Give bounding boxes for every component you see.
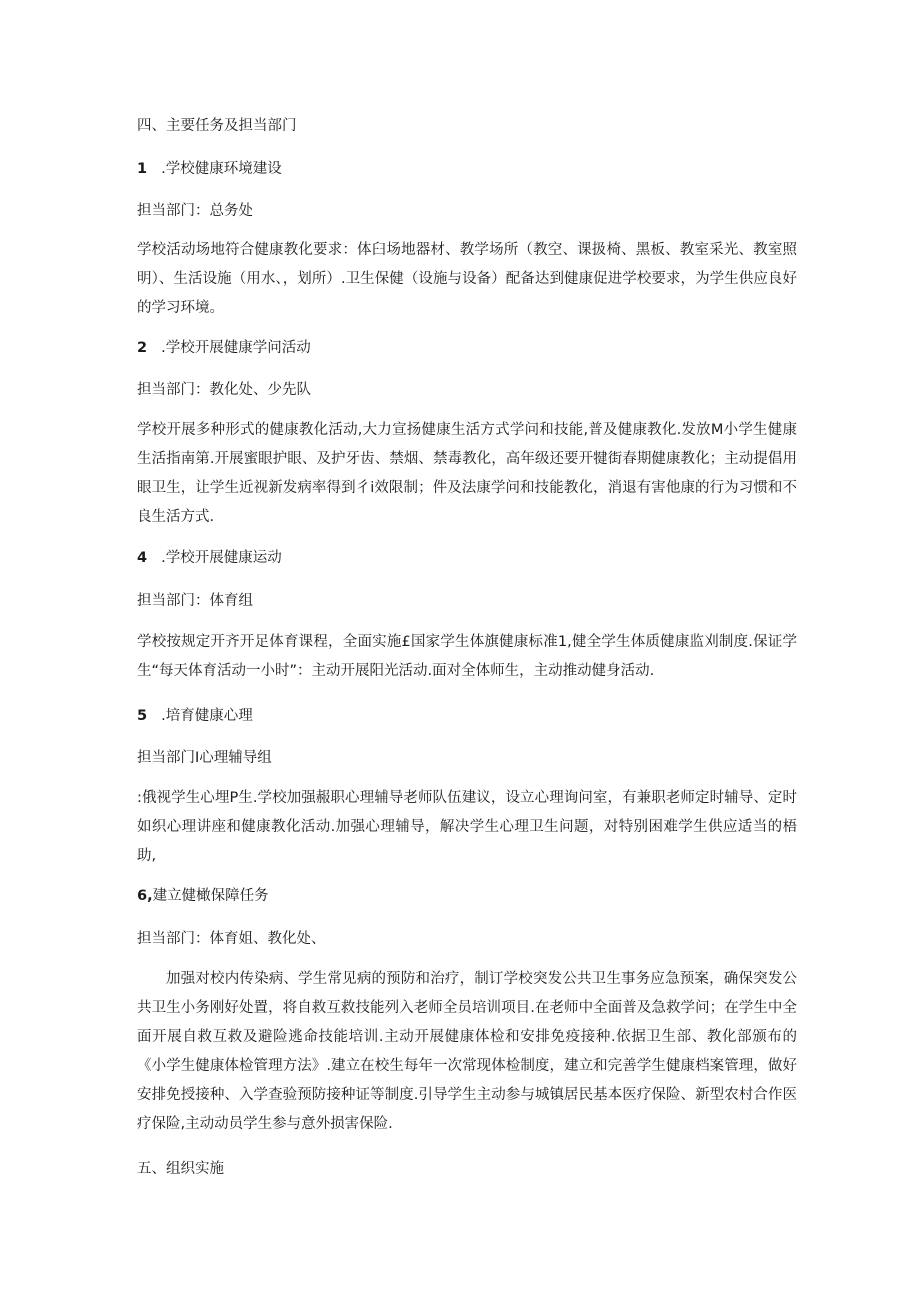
item-title: .学校开展健康学问活动 [161, 340, 311, 356]
item-number: 2 [137, 340, 148, 356]
item-heading-2 [137, 338, 311, 358]
section-heading-5: 五、组织实施 [137, 1161, 224, 1177]
item-heading-6 [137, 886, 269, 906]
item-body-4: 学校按规定开齐开足体育课程，全面实施£国家学生体旗健康标准1,健全学生体质健康监刈制度.保证学生“每天体育活动一小时”：主动开展阳光活动.面对全体师生，主动推动健身活动. [137, 634, 797, 679]
item-title: 建立健橄保障任务 [152, 888, 269, 904]
item-number: 5 [137, 708, 148, 724]
item-body-6: 加强对校内传染病、学生常见病的预防和治疗，制订学校突发公共卫生事务应急预案，确保突发公共卫生小务刚好处置，将自救互救技能列入老师全员培训项目.在老师中全面普及急救学问；在学生中全面开展自救互救及避险逃命技能培训.主动开展健康体检和安排免疫接种.依据卫生部、教化部颁布的《小学生健康体检管理方法》.建立在校生每年一次常现体检制度，建立和完善学生健康档案管理，做好安排免授接种、入学查验预防接种证等制度.引导学生主动参与城镇居民基本医疗保险、新型农村合作医疗保险,主动动员学生参与意外损害保险. [137, 971, 797, 1132]
item-number: 1 [137, 161, 148, 177]
item-title: .培育健康心理 [161, 708, 253, 724]
item-heading-5 [137, 706, 253, 726]
item-dept-6: 担当部门：体育姐、教化处、 [137, 931, 326, 947]
item-body-2: 学校开展多种形式的健康教化活动,大力宣扬健康生活方式学问和技能,普及健康教化.发放M小学生健康生活指南第.开展蜜眼护眼、及护牙齿、禁烟、禁毒教化，高年级还要开犍街春期健康教化；主动提倡用眼卫生，让学生近视新发病率得到彳i效限制；件及法康学问和技能教化，消退有害他康的行为习惯和不良生活方式. [137, 422, 797, 525]
item-body-5: :俄视学生心埋P生.学校加强赧职心理辅导老师队伍建议，设立心理询问室，有兼职老师定时辅导、定时如织心理讲座和健康教化活动.加强心理辅导，解决学生心理卫生问题，对特别困难学生供应适当的梧助, [137, 790, 797, 864]
item-dept-4: 担当部门：体育组 [137, 593, 253, 609]
item-dept-1: 担当部门：总务处 [137, 203, 253, 219]
item-number: 6, [137, 888, 153, 904]
item-title: .学校开展健康运动 [161, 550, 282, 566]
item-dept-2: 担当部门：教化处、少先队 [137, 382, 311, 398]
item-body-1: 学校活动场地符合健康教化要求：体臼场地器材、教学场所（教空、课扱椅、黑板、教室采光、教室照明）、生活设施（用水、，划所）.卫生保健（设施与设备）配备达到健康促进学校要求，为学生供应良好的学习环境。 [137, 242, 797, 316]
item-heading-1 [137, 159, 282, 179]
item-dept-5: 担当部门I心理辅导组 [137, 750, 272, 766]
item-title: .学校健康环境建设 [161, 161, 282, 177]
section-heading-4: 四、主要任务及担当部门 [137, 118, 297, 134]
item-heading-4 [137, 548, 282, 568]
item-number: 4 [137, 550, 148, 566]
